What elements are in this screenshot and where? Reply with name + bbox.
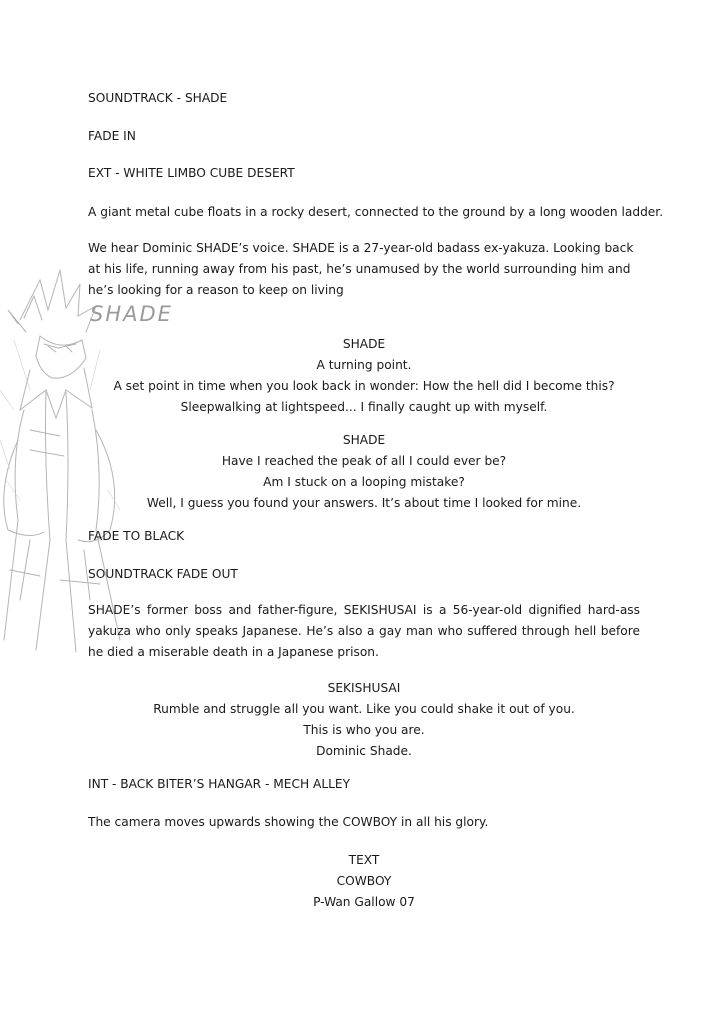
soundtrack-cue-out: SOUNDTRACK FADE OUT	[88, 567, 238, 581]
dialogue-line: Well, I guess you found your answers. It’s about time I looked for mine.	[146, 496, 582, 510]
scene-heading: INT - BACK BITER’S HANGAR - MECH ALLEY	[88, 777, 351, 791]
dialogue-line: This is who you are.	[303, 723, 425, 737]
dialogue-line: Am I stuck on a looping mistake?	[263, 475, 465, 489]
transition-fade-in: FADE IN	[88, 129, 136, 143]
action-line: The camera moves upwards showing the COWBOY in all his glory.	[88, 815, 489, 829]
action-paragraph: We hear Dominic SHADE’s voice. SHADE is a 27-year-old badass ex-yakuza. Looking back at his life, running away from his past, he’s unamused by the world surrounding him and he’s looking for a reason to keep on living	[88, 241, 634, 297]
dialogue-character: SEKISHUSAI	[327, 681, 401, 695]
scene-heading: EXT - WHITE LIMBO CUBE DESERT	[88, 166, 295, 180]
transition-fade-to-black: FADE TO BLACK	[88, 529, 185, 543]
text-block-heading: TEXT	[348, 853, 380, 867]
action-paragraph: SHADE’s former boss and father-figure, SEKISHUSAI is a 56-year-old dignified hard-ass yakuza who only speaks Japanese. He’s also a gay man who suffered through hell before he died a miserable death in a Japanese prison.	[88, 603, 640, 659]
text-block-line: COWBOY	[336, 874, 392, 888]
action-line: A giant metal cube floats in a rocky desert, connected to the ground by a long wooden ladder.	[88, 205, 664, 219]
dialogue-line: A set point in time when you look back in wonder: How the hell did I become this?	[113, 379, 615, 393]
sketch-label: SHADE	[90, 302, 173, 326]
dialogue-line: Rumble and struggle all you want. Like you could shake it out of you.	[153, 702, 575, 716]
dialogue-line: Have I reached the peak of all I could ever be?	[221, 454, 507, 468]
dialogue-character: SHADE	[342, 433, 386, 447]
dialogue-line: Dominic Shade.	[316, 744, 412, 758]
dialogue-line: Sleepwalking at lightspeed... I finally caught up with myself.	[180, 400, 548, 414]
dialogue-character: SHADE	[342, 337, 386, 351]
soundtrack-cue: SOUNDTRACK - SHADE	[88, 91, 228, 105]
text-block-line: P-Wan Gallow 07	[313, 895, 415, 909]
dialogue-line: A turning point.	[316, 358, 412, 372]
